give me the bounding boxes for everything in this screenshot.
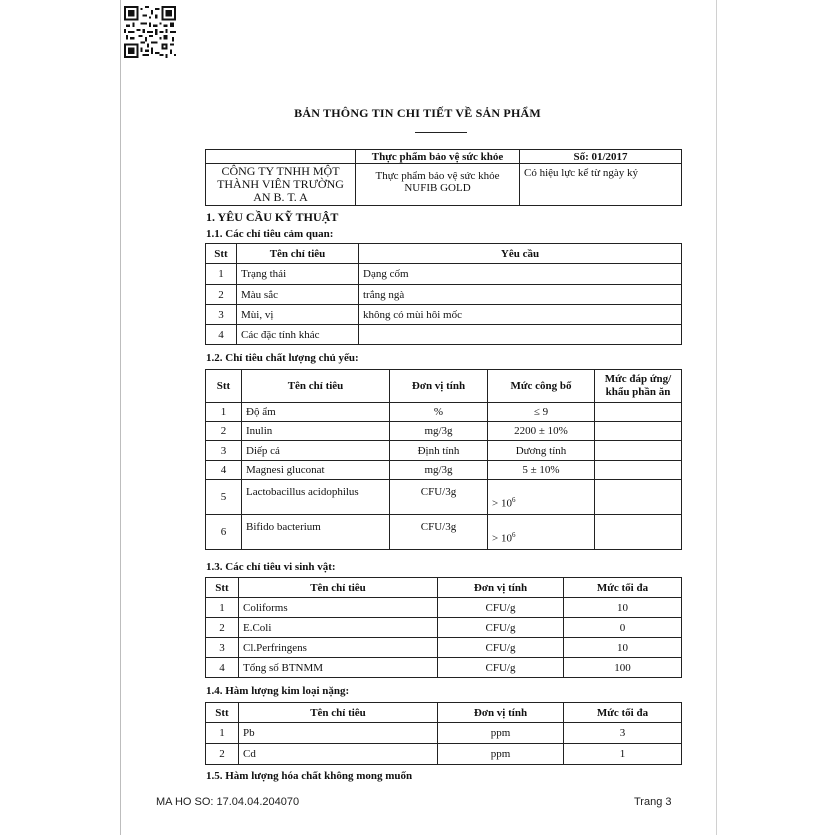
- col-header-stt: Stt: [206, 578, 239, 598]
- col-header-stt: Stt: [206, 703, 239, 723]
- header-company: CÔNG TY TNHH MỘT THÀNH VIÊN TRƯỜNG AN B. T. A: [206, 164, 356, 206]
- table-row: 1 Coliforms CFU/g 10: [206, 598, 682, 618]
- col-header-serving: Mức đáp ứng/ khẩu phần ăn: [595, 370, 682, 403]
- table-row: 2 Cd ppm 1: [206, 744, 682, 765]
- col-header-stt: Stt: [206, 244, 237, 264]
- header-table: [205, 149, 682, 206]
- qr-code-icon: [124, 6, 176, 58]
- col-header-max: Mức tối đa: [564, 578, 682, 598]
- section-1-5-title: 1.5. Hàm lượng hóa chất không mong muốn: [206, 770, 413, 782]
- heavy-metals-table: [205, 702, 682, 765]
- table-row: 1 Độ ẩm % ≤ 9: [206, 403, 682, 422]
- header-number: Số: 01/2017: [520, 150, 682, 164]
- table-row: 4 Các đặc tính khác: [206, 325, 682, 345]
- col-header-unit: Đơn vị tính: [438, 703, 564, 723]
- footer-page-number: Trang 3: [634, 796, 672, 808]
- table-row: 1 Trạng thái Dạng cốm: [206, 264, 682, 285]
- col-header-requirement: Yêu cầu: [359, 244, 682, 264]
- table-row: 4 Tổng số BTNMM CFU/g 100: [206, 658, 682, 678]
- header-validity: Có hiệu lực kể từ ngày ký: [520, 164, 682, 206]
- section-1-3-title: 1.3. Các chỉ tiêu vi sinh vật:: [206, 561, 336, 573]
- col-header-declared: Mức công bố: [488, 370, 595, 403]
- table-row: 3 Diếp cá Định tính Dương tính: [206, 441, 682, 461]
- footer-file-code: MA HO SO: 17.04.04.204070: [156, 796, 300, 808]
- col-header-name: Tên chỉ tiêu: [237, 244, 359, 264]
- table-row: 5 Lactobacillus acidophilus CFU/3g > $10^6$: [206, 480, 682, 515]
- table-row: 6 Bifido bacterium CFU/3g > $10^6$: [206, 515, 682, 550]
- col-header-unit: Đơn vị tính: [390, 370, 488, 403]
- table-row: 3 Mùi, vị không có mùi hôi mốc: [206, 305, 682, 325]
- quality-table: [205, 369, 682, 550]
- col-header-stt: Stt: [206, 370, 242, 403]
- document-title: BẢN THÔNG TIN CHI TIẾT VỀ SẢN PHẨM: [294, 106, 541, 120]
- table-row: 4 Magnesi gluconat mg/3g 5 ± 10%: [206, 461, 682, 480]
- col-header-name: Tên chỉ tiêu: [239, 578, 438, 598]
- section-1-2-title: 1.2. Chỉ tiêu chất lượng chủ yếu:: [206, 352, 359, 364]
- col-header-max: Mức tối đa: [564, 703, 682, 723]
- sensory-table: [205, 243, 682, 345]
- header-product: Thực phẩm bảo vệ sức khỏe NUFIB GOLD: [356, 164, 520, 206]
- col-header-name: Tên chỉ tiêu: [242, 370, 390, 403]
- header-category: Thực phẩm bảo vệ sức khỏe: [356, 150, 520, 164]
- table-row: 2 Màu sắc trắng ngà: [206, 285, 682, 305]
- microbiological-table: [205, 577, 682, 678]
- table-row: 3 Cl.Perfringens CFU/g 10: [206, 638, 682, 658]
- table-row: 2 E.Coli CFU/g 0: [206, 618, 682, 638]
- table-row: 1 Pb ppm 3: [206, 723, 682, 744]
- section-1-title: 1. YÊU CẦU KỸ THUẬT: [206, 210, 339, 224]
- section-1-4-title: 1.4. Hàm lượng kim loại nặng:: [206, 685, 350, 697]
- title-underline: [415, 132, 467, 133]
- col-header-name: Tên chỉ tiêu: [239, 703, 438, 723]
- table-row: 2 Inulin mg/3g 2200 ± 10%: [206, 422, 682, 441]
- section-1-1-title: 1.1. Các chỉ tiêu cảm quan:: [206, 228, 334, 240]
- col-header-unit: Đơn vị tính: [438, 578, 564, 598]
